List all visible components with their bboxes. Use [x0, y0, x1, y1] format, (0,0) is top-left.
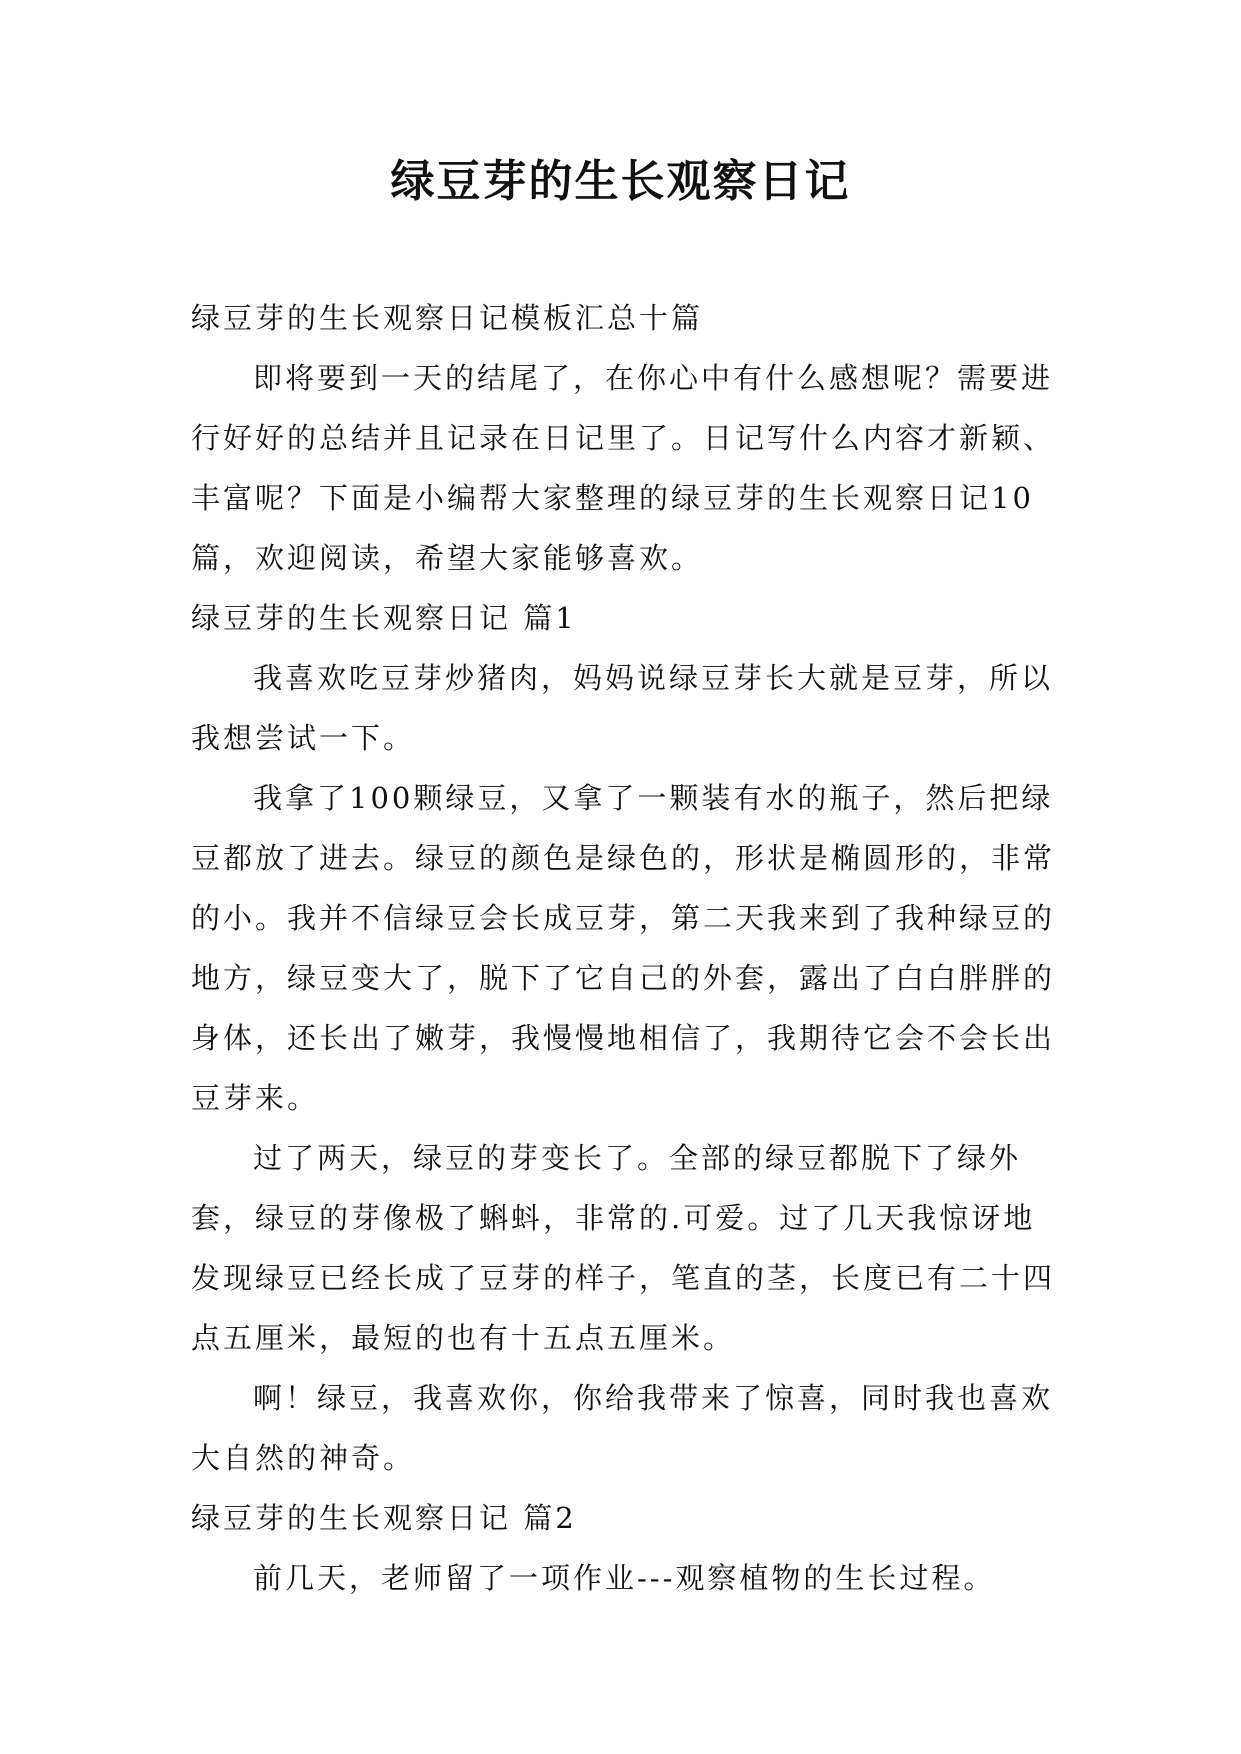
document-title: 绿豆芽的生长观察日记 [390, 156, 851, 207]
body-paragraph: 啊！绿豆，我喜欢你，你给我带来了惊喜，同时我也喜欢大自然的神奇。 [191, 1381, 1054, 1475]
intro-paragraph: 即将要到一天的结尾了，在你心中有什么感想呢？需要进行好好的总结并且记录在日记里了。日记写什么内容才新颖、丰富呢？下面是小编帮大家整理的绿豆芽的生长观察日记10篇，欢迎阅读，希望大家能够喜欢。 [191, 361, 1056, 575]
body-paragraph: 过了两天，绿豆的芽变长了。全部的绿豆都脱下了绿外套，绿豆的芽像极了蝌蚪，非常的.可爱。过了几天我惊讶地发现绿豆已经长成了豆芽的样子，笔直的茎，长度已有二十四点五厘米，最短的也有十五点五厘米。 [191, 1141, 1056, 1355]
body-paragraph: 前几天，老师留了一项作业---观察植物的生长过程。 [253, 1561, 996, 1595]
section-heading: 绿豆芽的生长观察日记 篇2 [191, 1501, 577, 1535]
body-paragraph: 我喜欢吃豆芽炒猪肉，妈妈说绿豆芽长大就是豆芽，所以我想尝试一下。 [191, 661, 1054, 755]
section-heading: 绿豆芽的生长观察日记 篇1 [191, 601, 577, 635]
body-paragraph: 我拿了100颗绿豆，又拿了一颗装有水的瓶子，然后把绿豆都放了进去。绿豆的颜色是绿色的，形状是椭圆形的，非常的小。我并不信绿豆会长成豆芽，第二天我来到了我种绿豆的地方，绿豆变大了，脱下了它自己的外套，露出了白白胖胖的身体，还长出了嫩芽，我慢慢地相信了，我期待它会不会长出豆芽来。 [191, 781, 1056, 1115]
document-body [191, 288, 1055, 1608]
document-subtitle: 绿豆芽的生长观察日记模板汇总十篇 [191, 301, 704, 335]
